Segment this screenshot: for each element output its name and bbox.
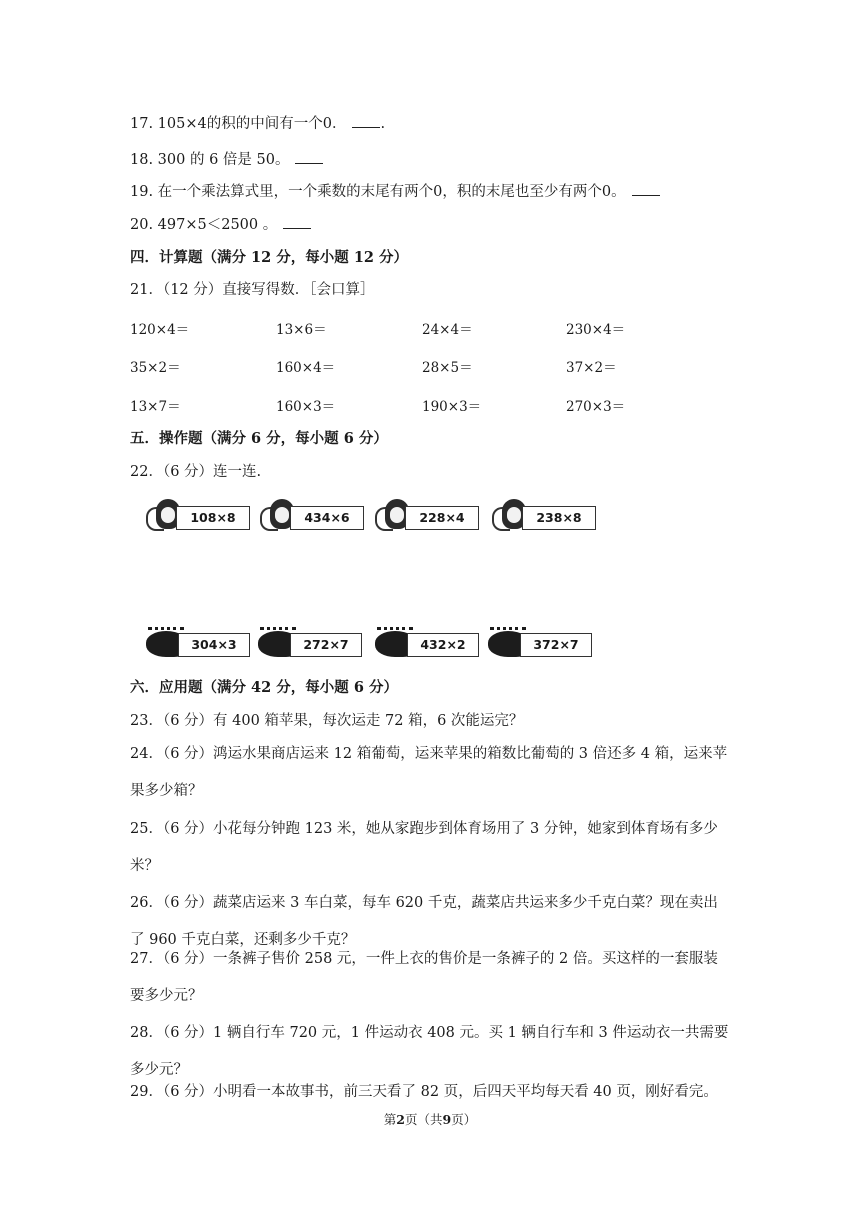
question-text: 105×4的积的中间有一个0．	[157, 116, 347, 132]
calc-item: 24×4＝	[422, 322, 473, 338]
monkey-card-label: 434×6	[290, 506, 364, 530]
question-29: 29．（6 分）小明看一本故事书，前三天看了 82 页，后四天平均每天看 40 页，刚好看完。	[130, 1084, 718, 1100]
answer-blank[interactable]	[283, 214, 311, 229]
section-4-heading: 四．计算题（满分 12 分，每小题 12 分）	[130, 249, 409, 266]
question-22: 22．（6 分）连一连.	[130, 464, 262, 480]
footer-page-number: 2	[396, 1112, 405, 1127]
question-28: 28．（6 分）1 辆自行车 720 元，1 件运动衣 408 元。买 1 辆自行车和 3 件运动衣一共需要多少元？	[130, 1025, 729, 1078]
question-26: 26．（6 分）蔬菜店运来 3 车白菜，每车 620 千克，蔬菜店共运来多少千克白菜？现在卖出了 960 千克白菜，还剩多少千克？	[130, 895, 718, 948]
monkey-card-label: 238×8	[522, 506, 596, 530]
calc-item: 28×5＝	[422, 360, 473, 376]
calc-item: 37×2＝	[566, 360, 617, 376]
question-19	[130, 181, 660, 202]
hedgehog-card-label: 372×7	[520, 633, 592, 657]
answer-blank[interactable]	[632, 181, 660, 196]
monkey-card-label: 108×8	[176, 506, 250, 530]
question-number: 18.	[130, 152, 154, 168]
question-18	[130, 149, 323, 170]
monkey-card-1[interactable]	[146, 497, 256, 537]
hedgehog-card-4[interactable]	[488, 625, 608, 665]
hedgehog-card-label: 272×7	[290, 633, 362, 657]
calc-item: 270×3＝	[566, 399, 626, 415]
question-21: 21．（12 分）直接写得数．［会口算］	[130, 282, 375, 298]
question-end: .	[380, 116, 386, 132]
calc-item: 160×3＝	[276, 399, 336, 415]
monkey-face	[390, 507, 404, 523]
calc-item: 35×2＝	[130, 360, 181, 376]
question-24: 24．（6 分）鸿运水果商店运来 12 箱葡萄，运来苹果的箱数比葡萄的 3 倍还多 4 箱，运来苹果多少箱？	[130, 746, 728, 799]
footer-middle: 页（共	[404, 1112, 443, 1127]
question-27: 27．（6 分）一条裤子售价 258 元，一件上衣的售价是一条裤子的 2 倍。买这样的一套服装要多少元？	[130, 951, 718, 1004]
question-text: 497×5＜2500 。	[157, 217, 278, 233]
calc-item: 13×6＝	[276, 322, 327, 338]
calc-item: 13×7＝	[130, 399, 181, 415]
calc-item: 120×4＝	[130, 322, 190, 338]
monkey-face	[275, 507, 289, 523]
question-number: 19.	[130, 184, 154, 200]
hedgehog-card-1[interactable]	[146, 625, 266, 665]
monkey-card-4[interactable]	[492, 497, 602, 537]
question-number: 17.	[130, 116, 154, 132]
calc-item: 160×4＝	[276, 360, 336, 376]
question-25: 25．（6 分）小花每分钟跑 123 米，她从家跑步到体育场用了 3 分钟，她家到体育场有多少米？	[130, 821, 718, 874]
question-text: 在一个乘法算式里，一个乘数的末尾有两个0，积的末尾也至少有两个0。	[157, 184, 626, 200]
hedgehog-card-2[interactable]	[258, 625, 378, 665]
monkey-card-2[interactable]	[260, 497, 370, 537]
question-20	[130, 214, 311, 235]
footer-suffix: 页）	[451, 1112, 477, 1127]
monkey-face	[507, 507, 521, 523]
footer-prefix: 第	[383, 1112, 397, 1127]
monkey-card-3[interactable]	[375, 497, 485, 537]
calc-item: 190×3＝	[422, 399, 482, 415]
hedgehog-card-label: 432×2	[407, 633, 479, 657]
section-6-heading: 六．应用题（满分 42 分，每小题 6 分）	[130, 679, 398, 696]
question-text: 300 的 6 倍是 50。	[157, 152, 290, 168]
answer-blank[interactable]	[295, 149, 323, 164]
hedgehog-card-label: 304×3	[178, 633, 250, 657]
question-number: 20.	[130, 217, 154, 233]
question-17	[130, 113, 385, 134]
section-5-heading: 五．操作题（满分 6 分，每小题 6 分）	[130, 430, 388, 447]
monkey-face	[161, 507, 175, 523]
calc-item: 230×4＝	[566, 322, 626, 338]
answer-blank[interactable]	[352, 113, 380, 128]
footer-total-pages: 9	[442, 1112, 452, 1127]
question-23: 23．（6 分）有 400 箱苹果，每次运走 72 箱，6 次能运完？	[130, 713, 524, 729]
monkey-card-label: 228×4	[405, 506, 479, 530]
page-footer	[0, 1110, 860, 1128]
hedgehog-card-3[interactable]	[375, 625, 495, 665]
